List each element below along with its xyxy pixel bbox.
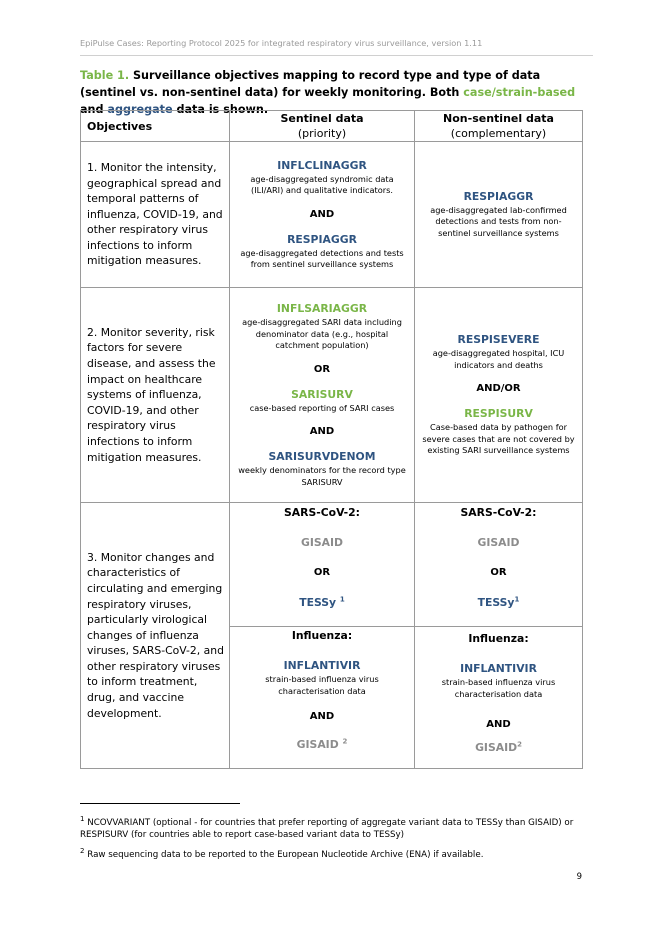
code-inflantivir: INFLANTIVIR — [283, 659, 361, 672]
sars-label: SARS-CoV-2: — [460, 506, 537, 519]
code-respiaggr-sentinel: RESPIAGGR — [287, 232, 357, 246]
flu-label: Influenza: — [468, 632, 529, 645]
code-gisaid — [421, 741, 576, 755]
conj-or: OR — [313, 363, 331, 375]
running-header: EpiPulse Cases: Reporting Protocol 2025 for integrated respiratory virus surveillance, version 1.11 — [80, 38, 593, 56]
caption-text-1: Surveillance objectives mapping to record type and type of data (sentinel vs. non-sentinel data) for weekly monitoring. Both — [80, 69, 541, 99]
code-inflclinaggr: INFLCLINAGGR — [277, 158, 367, 172]
desc-inflantivir: strain-based influenza virus characterisation data — [265, 674, 379, 696]
desc-respiaggr-nonsentinel: age-disaggregated lab-confirmed detections and tests from non-sentinel surveillance systems — [430, 204, 567, 238]
header-nonsentinel-sub: (complementary) — [450, 127, 547, 140]
row1-nonsentinel — [415, 142, 583, 288]
table-row — [81, 288, 583, 503]
row1-sentinel — [230, 142, 415, 288]
gisaid-label: GISAID — [475, 741, 518, 754]
row2-nonsentinel — [415, 288, 583, 503]
caption-text-3: data is shown. — [172, 103, 269, 116]
header-sentinel-title: Sentinel data — [280, 112, 364, 125]
caption-case-label: case/strain-based — [463, 86, 576, 99]
code-sarisurvdenom: SARISURVDENOM — [268, 450, 376, 463]
conj-and: AND — [309, 208, 335, 220]
code-respiaggr-nonsentinel: RESPIAGGR — [463, 189, 534, 203]
objectives-table — [80, 110, 583, 769]
desc-respisurv: Case-based data by pathogen for severe cases that are not covered by existing SARI surveillance systems — [422, 422, 575, 456]
table-row — [81, 142, 583, 288]
footnote-ref-1: 1 — [514, 595, 520, 604]
code-inflsariaggr: INFLSARIAGGR — [276, 302, 368, 315]
code-respisevere: RESPISEVERE — [457, 333, 540, 347]
footnote-2 — [80, 849, 590, 861]
footnote-ref-2: 2 — [517, 740, 522, 749]
caption-label: Table 1. — [80, 69, 130, 82]
gisaid-label: GISAID — [296, 738, 339, 751]
code-gisaid — [236, 738, 408, 752]
desc-sarisurvdenom: weekly denominators for the record type SARISURV — [238, 465, 406, 487]
header-nonsentinel-title: Non-sentinel data — [443, 112, 554, 125]
footnote-2-text: Raw sequencing data to be reported to the European Nucleotide Archive (ENA) if available. — [84, 850, 484, 860]
caption-text-2: and — [80, 103, 108, 116]
desc-respiaggr-sentinel: age-disaggregated detections and tests from sentinel surveillance systems — [240, 247, 404, 269]
row3-nonsentinel-flu — [415, 627, 583, 769]
footnote-2-mark: 2 — [80, 847, 85, 856]
header-sentinel-sub: (priority) — [297, 127, 347, 140]
footnote-1 — [80, 817, 590, 841]
conj-and: AND — [309, 711, 335, 722]
code-sarisurv: SARISURV — [291, 387, 353, 401]
desc-respisevere: age-disaggregated hospital, ICU indicators and deaths — [432, 348, 565, 370]
table-row — [81, 503, 583, 627]
desc-inflclinaggr: age-disaggregated syndromic data (ILI/ARI) and qualitative indicators. — [250, 173, 394, 195]
footnote-1-mark: 1 — [80, 815, 85, 824]
row3-sentinel-flu — [230, 627, 415, 769]
row3-nonsentinel-sars — [415, 503, 583, 627]
caption-aggregate-label: aggregate — [107, 103, 173, 116]
code-gisaid: GISAID — [301, 536, 343, 549]
sars-label: SARS-CoV-2: — [284, 506, 360, 519]
conj-and: AND — [309, 426, 335, 437]
table-header-row — [81, 111, 583, 142]
desc-sarisurv: case-based reporting of SARI cases — [249, 402, 395, 413]
code-respisurv: RESPISURV — [464, 407, 533, 421]
page-number: 9 — [576, 872, 582, 882]
tessy-label: TESSy — [477, 596, 515, 609]
footnote-1-text: NCOVVARIANT (optional - for countries that prefer reporting of aggregate variant data to TESSy than GISAID) or RESPISURV (for countries able to report case-based variant data to TESSy) — [80, 818, 574, 840]
desc-inflantivir: strain-based influenza virus characterisation data — [441, 677, 556, 699]
code-inflantivir: INFLANTIVIR — [460, 662, 537, 675]
footnote-ref-1: 1 — [339, 595, 345, 604]
code-gisaid: GISAID — [477, 536, 520, 549]
flu-label: Influenza: — [291, 629, 353, 642]
footnote-divider — [80, 803, 240, 804]
conj-and: AND — [486, 719, 511, 730]
conj-and-or: AND/OR — [476, 383, 521, 395]
code-tessy — [236, 596, 408, 610]
header-nonsentinel — [415, 111, 583, 142]
header-objectives: Objectives — [81, 111, 230, 142]
code-tessy — [421, 596, 576, 610]
desc-inflsariaggr: age-disaggregated SARI data including denominator data (e.g., hospital catchment population) — [242, 317, 402, 350]
objective-2: 2. Monitor severity, risk factors for severe disease, and assess the impact on healthcare systems of influenza, COVID-19, and other respiratory virus infections to inform mitigation measures. — [81, 288, 230, 503]
conj-or: OR — [313, 567, 331, 578]
tessy-label: TESSy — [299, 596, 337, 609]
objective-1: 1. Monitor the intensity, geographical spread and temporal patterns of influenza, COVID-19, and other respiratory virus infections to inform mitigation measures. — [81, 142, 230, 288]
footnote-ref-2: 2 — [342, 737, 348, 746]
header-sentinel — [230, 111, 415, 142]
objective-3: 3. Monitor changes and characteristics of circulating and emerging respiratory viruses, particularly virological changes of influenza viruses, SARS-CoV-2, and other respiratory viruses to inform treatment, drug, and vaccine development. — [81, 503, 230, 769]
conj-or: OR — [490, 567, 507, 578]
row3-sentinel-sars — [230, 503, 415, 627]
row2-sentinel — [230, 288, 415, 503]
